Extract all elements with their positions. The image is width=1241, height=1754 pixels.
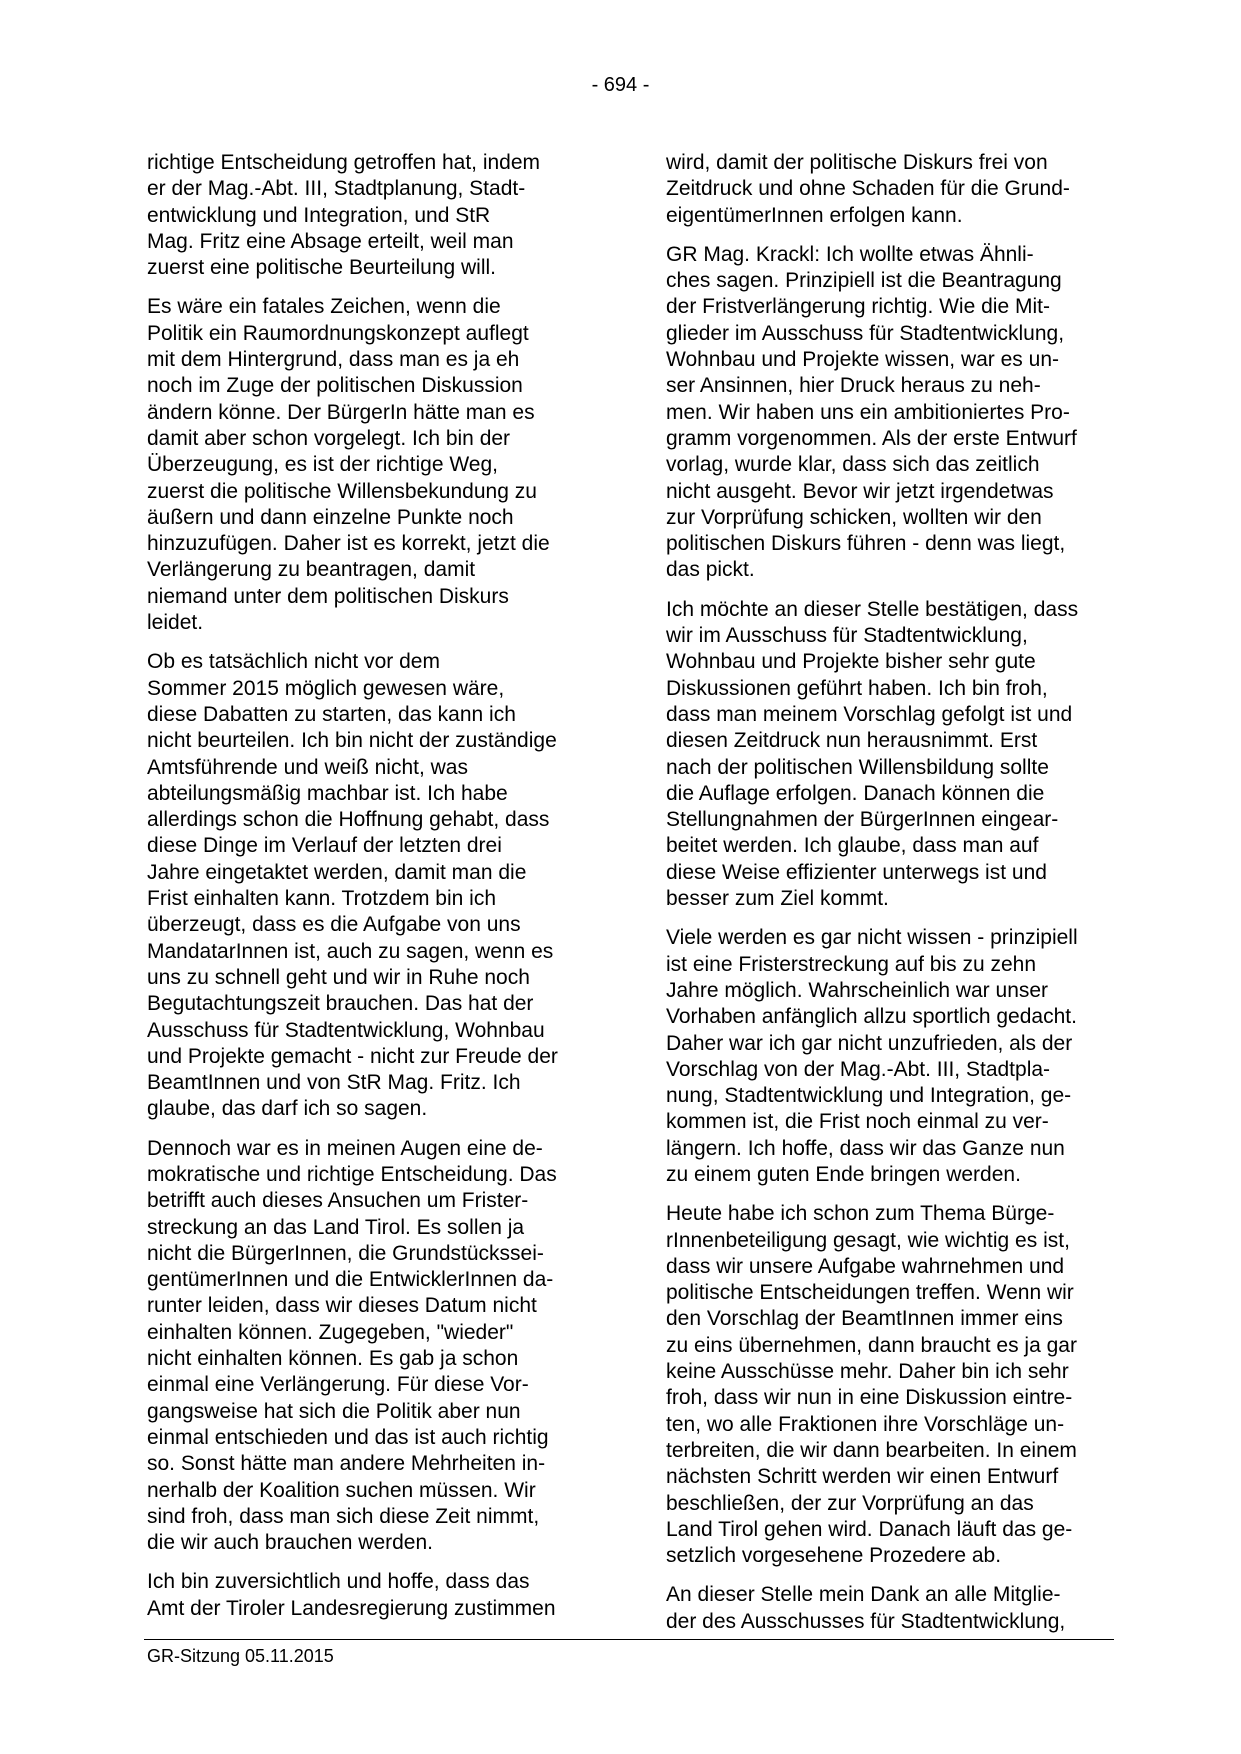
text-line: Zeitdruck und ohne Schaden für die Grund- (666, 177, 1070, 201)
text-line: uns zu schnell geht und wir in Ruhe noch (147, 965, 530, 989)
text-line: nächsten Schritt werden wir einen Entwurf (666, 1465, 1059, 1489)
text-line: politische Entscheidungen treffen. Wenn wir (666, 1281, 1074, 1305)
paragraph-gap (666, 912, 1116, 925)
paragraph (666, 150, 1116, 229)
text-line: den Vorschlag der BeamtInnen immer eins (666, 1307, 1063, 1331)
text-line: abteilungsmäßig machbar ist. Ich habe (147, 781, 508, 805)
text-line: Viele werden es gar nicht wissen - prinzipiell (666, 926, 1078, 950)
text-line: Ob es tatsächlich nicht vor dem (147, 650, 440, 674)
text-line: glieder im Ausschuss für Stadtentwicklung, (666, 321, 1065, 345)
text-line: einmal eine Verlängerung. Für diese Vor- (147, 1373, 529, 1397)
text-line: ändern könne. Der BürgerIn hätte man es (147, 400, 535, 424)
paragraph-gap (666, 1188, 1116, 1201)
text-line: nicht ausgeht. Bevor wir jetzt irgendetwas (666, 479, 1054, 503)
text-line: Vorschlag von der Mag.-Abt. III, Stadtpla- (666, 1057, 1051, 1081)
text-line: Frist einhalten kann. Trotzdem bin ich (147, 887, 497, 911)
text-line: zu einem guten Ende bringen werden. (666, 1162, 1021, 1186)
text-line: allerdings schon die Hoffnung gehabt, dass (147, 808, 550, 832)
text-line: Dennoch war es in meinen Augen eine de- (147, 1136, 543, 1160)
footer-divider (144, 1639, 1114, 1640)
text-line: Jahre möglich. Wahrscheinlich war unser (666, 978, 1049, 1002)
text-line: vorlag, wurde klar, dass sich das zeitlich (666, 453, 1040, 477)
text-line: leidet. (147, 611, 204, 635)
text-line: nach der politischen Willensbildung sollte (666, 755, 1049, 779)
text-line: einmal entschieden und das ist auch richtig (147, 1425, 549, 1449)
text-line: längern. Ich hoffe, dass wir das Ganze nun (666, 1136, 1065, 1160)
text-line: Jahre eingetaktet werden, damit man die (147, 860, 527, 884)
text-line: Mag. Fritz eine Absage erteilt, weil man (147, 229, 514, 253)
paragraph (666, 1582, 1116, 1635)
text-line: die wir auch brauchen werden. (147, 1531, 434, 1555)
text-line: BeamtInnen und von StR Mag. Fritz. Ich (147, 1071, 521, 1095)
text-line: men. Wir haben uns ein ambitioniertes Pro- (666, 400, 1070, 424)
text-line: Wohnbau und Projekte bisher sehr gute (666, 650, 1036, 674)
text-line: Amtsführende und weiß nicht, was (147, 755, 468, 779)
text-line: ist eine Fristerstreckung auf bis zu zehn (666, 952, 1037, 976)
text-line: wir im Ausschuss für Stadtentwicklung, (666, 624, 1028, 648)
text-line: setzlich vorgesehene Prozedere ab. (666, 1544, 1002, 1568)
paragraph-gap (666, 584, 1116, 597)
text-line: MandatarInnen ist, auch zu sagen, wenn es (147, 939, 554, 963)
text-line: Politik ein Raumordnungskonzept auflegt (147, 321, 529, 345)
text-line: Es wäre ein fatales Zeichen, wenn die (147, 295, 501, 319)
text-line: ser Ansinnen, hier Druck heraus zu neh- (666, 374, 1041, 398)
text-line: beitet werden. Ich glaube, dass man auf (666, 834, 1039, 858)
text-line: gramm vorgenommen. Als der erste Entwurf (666, 426, 1077, 450)
page-number: - 694 - (591, 74, 650, 96)
text-line: politischen Diskurs führen - denn was liegt, (666, 532, 1066, 556)
paragraph-gap (666, 229, 1116, 242)
paragraph-gap (666, 1569, 1116, 1582)
text-line: richtige Entscheidung getroffen hat, indem (147, 151, 541, 174)
paragraph (147, 649, 597, 1122)
text-line: ches sagen. Prinzipiell ist die Beantragung (666, 269, 1062, 293)
text-line: An dieser Stelle mein Dank an alle Mitglie- (666, 1583, 1061, 1607)
text-line: dass wir unsere Aufgabe wahrnehmen und (666, 1254, 1065, 1278)
text-line: ten, wo alle Fraktionen ihre Vorschläge un- (666, 1412, 1065, 1436)
text-line: so. Sonst hätte man andere Mehrheiten in- (147, 1452, 546, 1476)
text-line: Sommer 2015 möglich gewesen wäre, (147, 676, 505, 700)
text-line: Daher war ich gar nicht unzufrieden, als der (666, 1031, 1073, 1055)
paragraph (147, 150, 597, 281)
text-line: Überzeugung, es ist der richtige Weg, (147, 453, 498, 477)
text-line: und Projekte gemacht - nicht zur Freude der (147, 1044, 558, 1068)
text-line: der Fristverlängerung richtig. Wie die Mit- (666, 295, 1050, 319)
paragraph (147, 1136, 597, 1557)
left-column (147, 150, 597, 1622)
text-line: Land Tirol gehen wird. Danach läuft das ge- (666, 1517, 1073, 1541)
text-line: Vorhaben anfänglich allzu sportlich gedacht. (666, 1005, 1077, 1029)
text-line: nicht beurteilen. Ich bin nicht der zuständige (147, 729, 557, 753)
text-line: Heute habe ich schon zum Thema Bürge- (666, 1202, 1055, 1226)
text-line: diese Dabatten zu starten, das kann ich (147, 702, 516, 726)
paragraph (666, 1201, 1116, 1569)
text-line: damit aber schon vorgelegt. Ich bin der (147, 426, 511, 450)
text-line: keine Ausschüsse mehr. Daher bin ich sehr (666, 1360, 1069, 1384)
text-line: Wohnbau und Projekte wissen, war es un- (666, 348, 1059, 372)
text-line: kommen ist, die Frist noch einmal zu ver- (666, 1110, 1049, 1134)
text-line: zuerst eine politische Beurteilung will. (147, 256, 497, 280)
text-line: streckung an das Land Tirol. Es sollen ja (147, 1215, 525, 1239)
text-line: GR Mag. Krackl: Ich wollte etwas Ähnli- (666, 242, 1034, 266)
text-line: der des Ausschusses für Stadtentwicklung, (666, 1609, 1066, 1633)
text-line: das pickt. (666, 558, 755, 582)
text-line: runter leiden, dass wir dieses Datum nicht (147, 1294, 537, 1318)
text-line: gangsweise hat sich die Politik aber nun (147, 1399, 521, 1423)
paragraph (666, 925, 1116, 1188)
text-line: betrifft auch dieses Ansuchen um Frister- (147, 1189, 529, 1213)
text-line: überzeugt, dass es die Aufgabe von uns (147, 913, 521, 937)
text-line: nerhalb der Koalition suchen müssen. Wir (147, 1478, 536, 1502)
text-line: einhalten können. Zugegeben, "wieder" (147, 1320, 514, 1344)
text-line: eigentümerInnen erfolgen kann. (666, 203, 963, 227)
text-line: dass man meinem Vorschlag gefolgt ist und (666, 702, 1073, 726)
text-line: entwicklung und Integration, und StR (147, 203, 491, 227)
text-line: glaube, das darf ich so sagen. (147, 1097, 428, 1121)
footer-session-date: GR-Sitzung 05.11.2015 (147, 1646, 334, 1666)
paragraph-gap (147, 1123, 597, 1136)
text-line: äußern und dann einzelne Punkte noch (147, 505, 514, 529)
text-line: diese Weise effizienter unterwegs ist und (666, 860, 1047, 884)
text-line: mokratische und richtige Entscheidung. Das (147, 1162, 557, 1186)
text-line: die Auflage erfolgen. Danach können die (666, 781, 1045, 805)
paragraph-gap (147, 281, 597, 294)
text-line: gentümerInnen und die EntwicklerInnen da- (147, 1268, 554, 1292)
text-line: Diskussionen geführt haben. Ich bin froh, (666, 676, 1048, 700)
paragraph-gap (147, 1556, 597, 1569)
text-line: nicht einhalten können. Es gab ja schon (147, 1347, 519, 1371)
paragraph-gap (147, 636, 597, 649)
paragraph (666, 597, 1116, 913)
text-line: zur Vorprüfung schicken, wollten wir den (666, 505, 1042, 529)
text-line: niemand unter dem politischen Diskurs (147, 584, 509, 608)
paragraph (147, 1569, 597, 1622)
text-line: Ausschuss für Stadtentwicklung, Wohnbau (147, 1018, 545, 1042)
text-line: rInnenbeteiligung gesagt, wie wichtig es ist, (666, 1228, 1070, 1252)
text-line: Stellungnahmen der BürgerInnen eingear- (666, 808, 1059, 832)
text-line: froh, dass wir nun in eine Diskussion eintre- (666, 1386, 1073, 1410)
paragraph (147, 294, 597, 636)
text-line: Begutachtungszeit brauchen. Das hat der (147, 992, 534, 1016)
text-line: mit dem Hintergrund, dass man es ja eh (147, 348, 520, 372)
text-line: Verlängerung zu beantragen, damit (147, 558, 476, 582)
text-line: besser zum Ziel kommt. (666, 887, 889, 911)
text-line: diesen Zeitdruck nun herausnimmt. Erst (666, 729, 1038, 753)
right-column (666, 150, 1116, 1635)
text-line: diese Dinge im Verlauf der letzten drei (147, 834, 502, 858)
text-line: nung, Stadtentwicklung und Integration, ge- (666, 1084, 1072, 1108)
text-line: Ich möchte an dieser Stelle bestätigen, dass (666, 597, 1079, 621)
text-line: nicht die BürgerInnen, die Grundstückssei- (147, 1241, 544, 1265)
text-line: zuerst die politische Willensbekundung zu (147, 479, 537, 503)
text-line: sind froh, dass man sich diese Zeit nimmt, (147, 1504, 540, 1528)
text-line: noch im Zuge der politischen Diskussion (147, 374, 523, 398)
paragraph (666, 242, 1116, 584)
text-line: Ich bin zuversichtlich und hoffe, dass das (147, 1570, 530, 1594)
text-line: Amt der Tiroler Landesregierung zustimmen (147, 1596, 556, 1620)
text-line: wird, damit der politische Diskurs frei von (666, 151, 1048, 174)
text-line: terbreiten, die wir dann bearbeiten. In einem (666, 1438, 1077, 1462)
text-line: beschließen, der zur Vorprüfung an das (666, 1491, 1034, 1515)
text-line: er der Mag.-Abt. III, Stadtplanung, Stadt- (147, 177, 526, 201)
text-line: zu eins übernehmen, dann braucht es ja gar (666, 1333, 1077, 1357)
text-line: hinzuzufügen. Daher ist es korrekt, jetzt die (147, 532, 550, 556)
